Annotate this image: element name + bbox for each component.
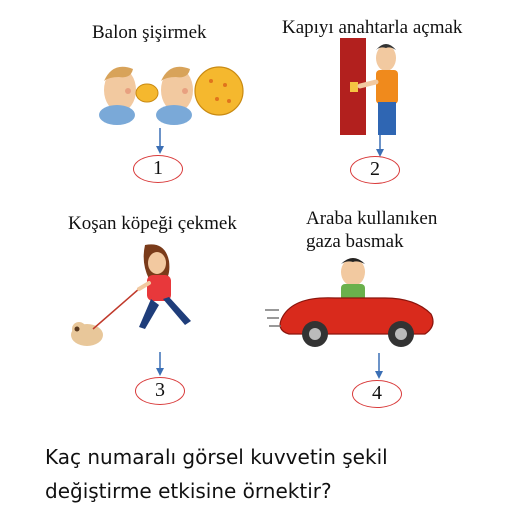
- caption-car-line1: Araba kullanıken: [306, 208, 438, 229]
- small-balloon-icon: [136, 84, 158, 102]
- driver-icon: [341, 258, 365, 302]
- number-label-1: 1: [133, 155, 183, 183]
- question-text: [45, 440, 485, 508]
- door-key-illustration: [340, 38, 420, 135]
- balloon-blowing-illustration: [95, 55, 245, 125]
- speed-lines: [265, 310, 281, 326]
- question-line-1: Kaç numaralı görsel kuvvetin şekil: [45, 445, 388, 469]
- caption-door-key: Kapıyı anahtarla açmak: [282, 17, 463, 38]
- boy-face-icon: [99, 67, 136, 125]
- big-balloon-icon: [195, 67, 243, 115]
- arrow-down-icon: [374, 353, 384, 379]
- number-label-4: 4: [352, 380, 402, 408]
- woman-runner-icon: [139, 244, 191, 329]
- caption-balloon: Balon şişirmek: [92, 22, 207, 43]
- arrow-down-icon: [155, 352, 165, 376]
- caption-car-line2: gaza basmak: [306, 231, 404, 252]
- caption-dog-pull: Koşan köpeği çekmek: [68, 213, 237, 234]
- red-car-icon: [280, 298, 433, 347]
- dog-icon: [71, 322, 103, 346]
- number-label-2: 2: [350, 156, 400, 184]
- number-label-3: 3: [135, 377, 185, 405]
- dog-walking-illustration: [65, 243, 205, 351]
- car-driving-illustration: [265, 250, 440, 350]
- arrow-down-icon: [375, 135, 385, 157]
- arrow-down-icon: [155, 128, 165, 154]
- boy-face-icon: [156, 67, 193, 125]
- leash: [93, 288, 140, 329]
- question-line-2: değiştirme etkisine örnektir?: [45, 479, 332, 503]
